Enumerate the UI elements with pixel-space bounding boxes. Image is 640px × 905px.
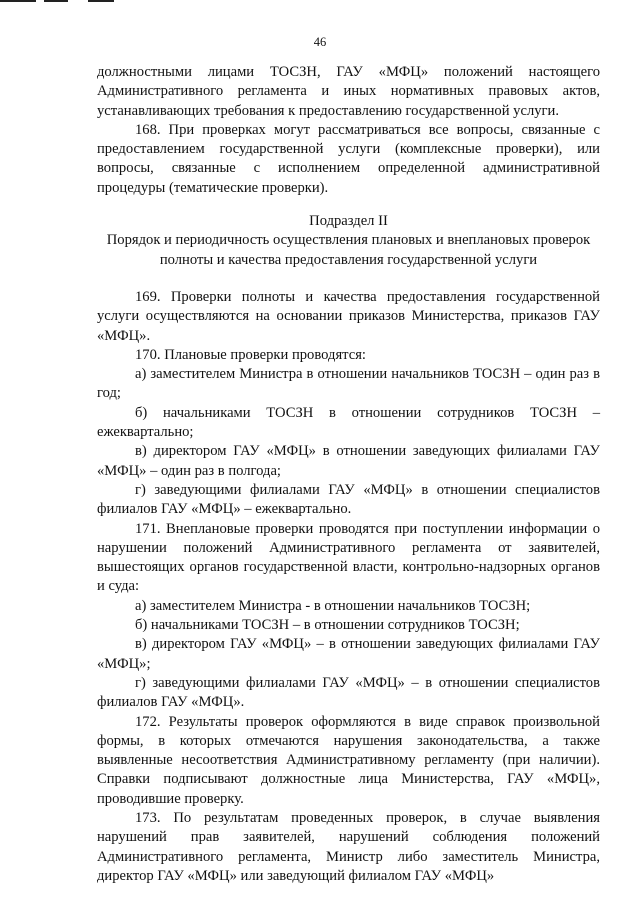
document-body xyxy=(97,63,600,886)
paragraph-168: 168. При проверках могут рассматриваться все вопросы, связанные с предоставлением государственной услуги (комплексные проверки), или вопросы, связанные с исполнением определенной административной процедуры (тематические проверки). xyxy=(97,121,600,196)
subsection-title: Порядок и периодичность осуществления плановых и внеплановых проверок полноты и качества предоставления государственной услуги xyxy=(106,232,591,268)
subsection-heading xyxy=(97,212,600,270)
list-item-171-b: б) начальниками ТОСЗН – в отношении сотрудников ТОСЗН; xyxy=(135,617,520,634)
paragraph-172: 172. Результаты проверок оформляются в виде справок произвольной формы, в которых отмечаются нарушения законодательства, а также выявленные несоответствия Административному регламенту (при наличии). Справки подписывают должностные лица Министерства, ГАУ «МФЦ», проводившие проверку. xyxy=(97,713,600,807)
list-item-170-g: г) заведующими филиалами ГАУ «МФЦ» в отношении специалистов филиалов ГАУ «МФЦ» – ежеквартально. xyxy=(97,481,600,518)
subsection-label: Подраздел II xyxy=(309,213,388,230)
paragraph-continuation: должностными лицами ТОСЗН, ГАУ «МФЦ» положений настоящего Административного регламента и иных нормативных правовых актов, устанавливающих требования к предоставлению государственной услуги. xyxy=(97,64,600,119)
scan-artifact xyxy=(0,0,120,4)
paragraph-170: 170. Плановые проверки проводятся: xyxy=(135,346,366,363)
paragraph-173: 173. По результатам проведенных проверок, в случае выявления нарушений прав заявителей, нарушений соблюдения положений Административного регламента, Министр либо заместитель Министра, директор ГАУ «МФЦ» или заведующий филиалом ГАУ «МФЦ» xyxy=(97,809,600,884)
paragraph-171: 171. Внеплановые проверки проводятся при поступлении информации о нарушении положений Административного регламента от заявителей, вышестоящих органов государственной власти, контрольно-надзорных органов и суда: xyxy=(97,520,600,595)
list-item-170-b: б) начальниками ТОСЗН в отношении сотрудников ТОСЗН – ежеквартально; xyxy=(97,404,600,441)
list-item-171-v: в) директором ГАУ «МФЦ» – в отношении заведующих филиалами ГАУ «МФЦ»; xyxy=(97,636,600,672)
list-item-170-v: в) директором ГАУ «МФЦ» в отношении заведующих филиалами ГАУ «МФЦ» – один раз в полгода; xyxy=(97,443,600,479)
list-item-171-a: а) заместителем Министра - в отношении начальников ТОСЗН; xyxy=(135,597,531,614)
list-item-170-a: а) заместителем Министра в отношении начальников ТОСЗН – один раз в год; xyxy=(97,366,600,402)
page-number: 46 xyxy=(313,35,327,49)
list-item-171-g: г) заведующими филиалами ГАУ «МФЦ» – в отношении специалистов филиалов ГАУ «МФЦ». xyxy=(97,674,600,711)
paragraph-169: 169. Проверки полноты и качества предоставления государственной услуги осуществляются на основании приказов Министерства, приказов ГАУ «МФЦ». xyxy=(97,288,600,344)
